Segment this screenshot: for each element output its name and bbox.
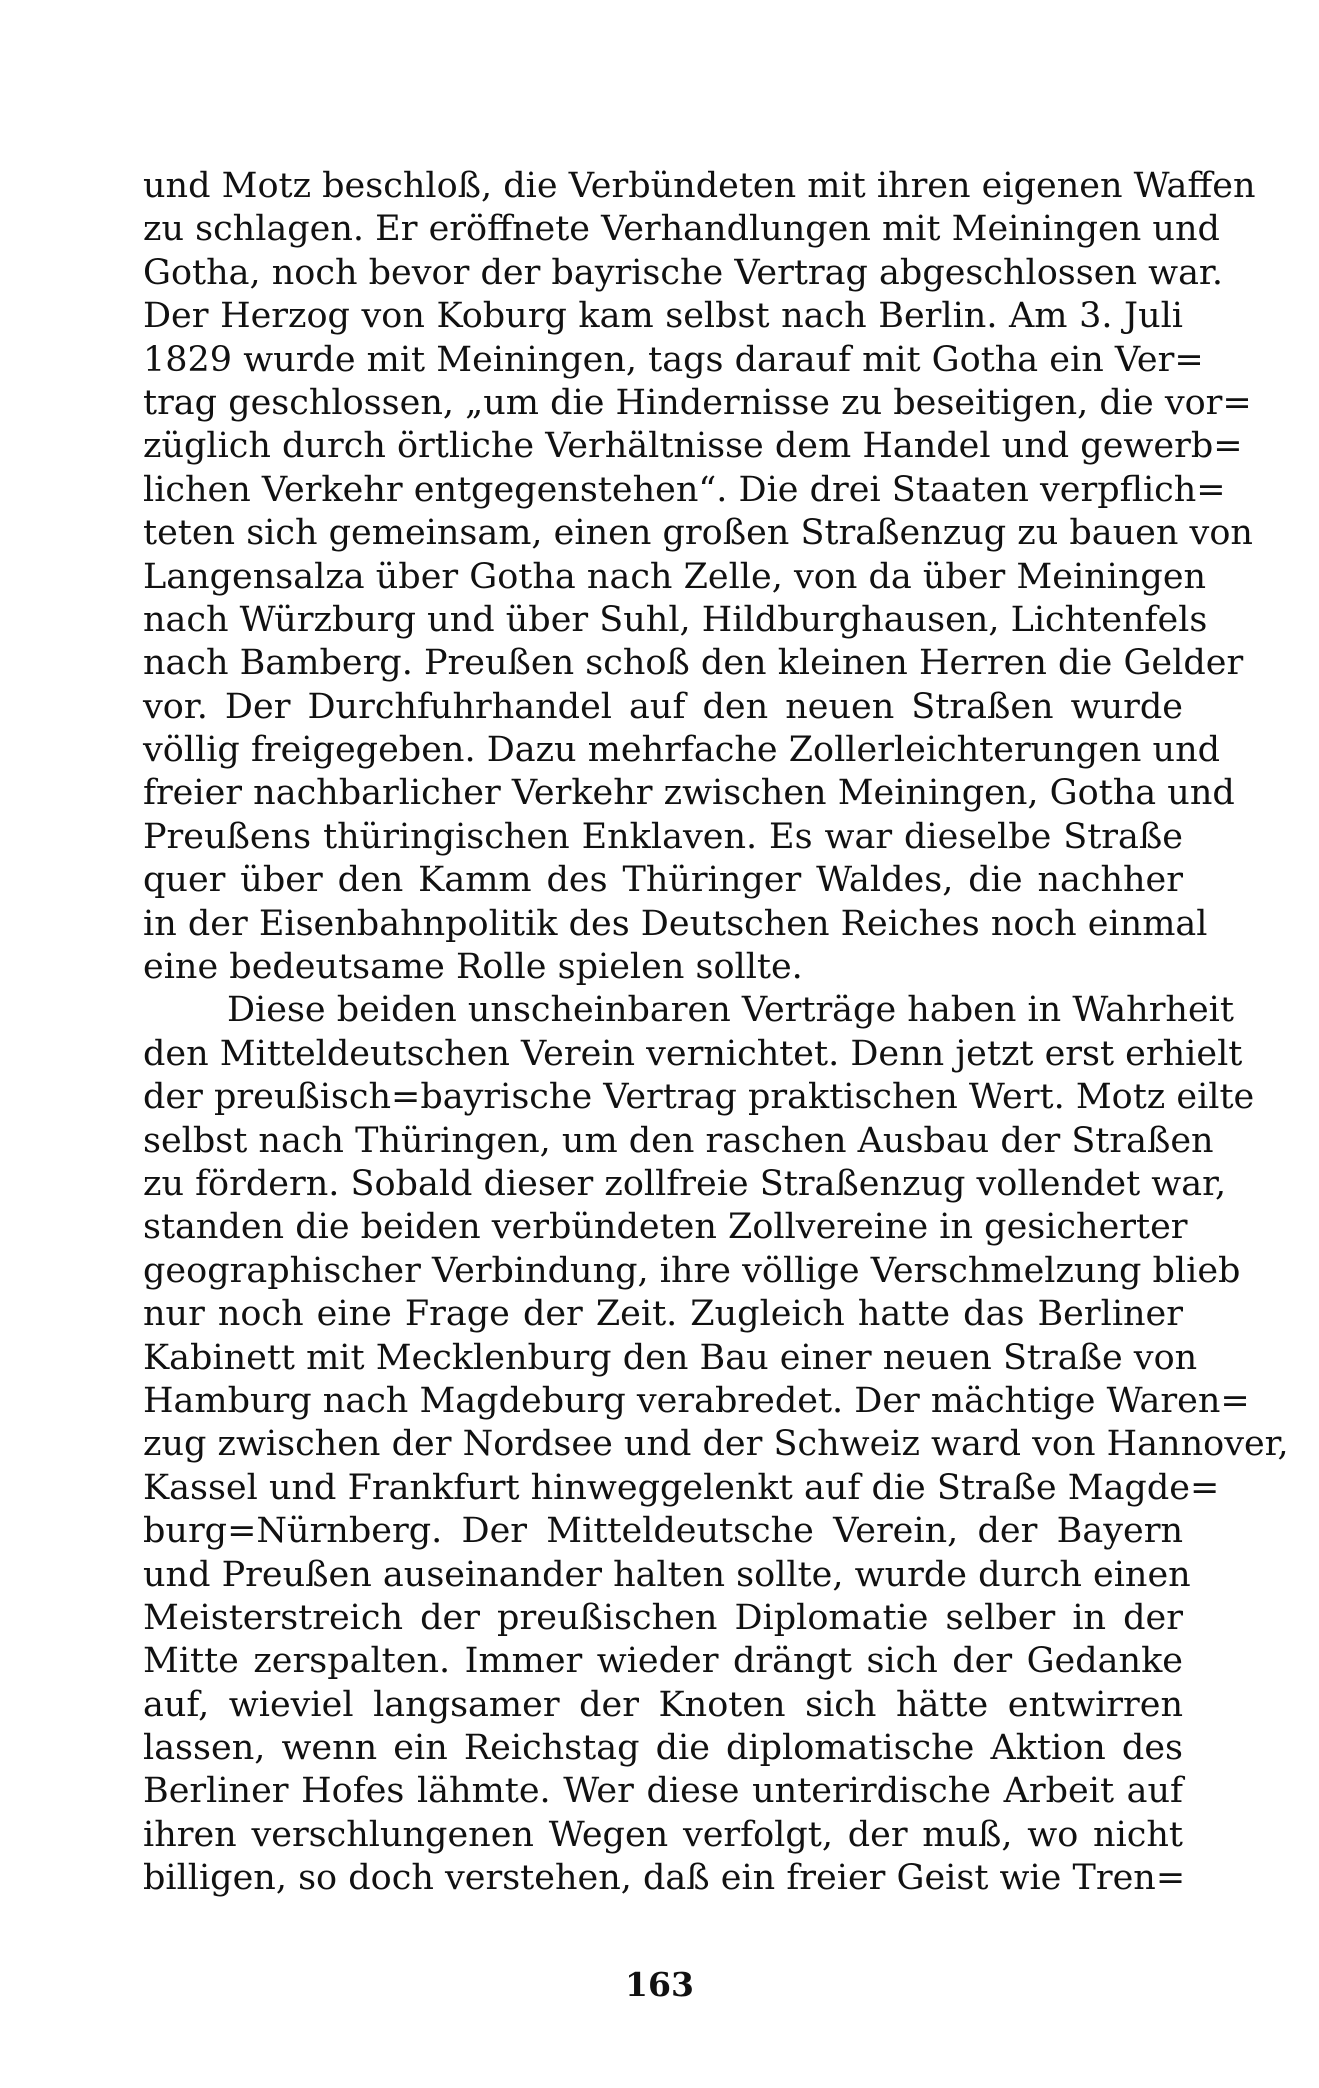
text-line: zug zwischen der Nordsee und der Schweiz ward von Hannover, <box>143 1424 1289 1465</box>
text-line: Berliner Hofes lähmte. Wer diese unterirdische Arbeit auf <box>143 1771 1183 1812</box>
text-line: und Preußen auseinander halten sollte, wurde durch einen <box>143 1554 1191 1595</box>
text-line: Kabinett mit Mecklenburg den Bau einer neuen Straße von <box>143 1337 1198 1378</box>
text-line: nur noch eine Frage der Zeit. Zugleich hatte das Berliner <box>143 1294 1183 1335</box>
paragraph-end-line: eine bedeutsame Rolle spielen sollte. <box>143 947 803 988</box>
text-line: freier nachbarlicher Verkehr zwischen Meiningen, Gotha und <box>143 773 1235 814</box>
text-line: Der Herzog von Koburg kam selbst nach Berlin. Am 3. Juli <box>143 296 1183 337</box>
text-line: standen die beiden verbündeten Zollvereine in gesicherter <box>143 1207 1188 1248</box>
page-number: 163 <box>625 1965 694 2004</box>
text-line: Gotha, noch bevor der bayrische Vertrag abgeschlossen war. <box>143 252 1223 293</box>
text-line: völlig freigegeben. Dazu mehrfache Zollerleichterungen und <box>143 730 1221 771</box>
text-line: in der Eisenbahnpolitik des Deutschen Reiches noch einmal <box>143 903 1208 944</box>
text-line: auf, wieviel langsamer der Knoten sich hätte entwirren <box>143 1684 1183 1725</box>
text-line: Kassel und Frankfurt hinweggelenkt auf die Straße Magde= <box>143 1467 1220 1508</box>
text-line: nach Bamberg. Preußen schoß den kleinen Herren die Gelder <box>143 643 1244 684</box>
text-line: züglich durch örtliche Verhältnisse dem Handel und gewerb= <box>143 426 1243 467</box>
text-line: teten sich gemeinsam, einen großen Straßenzug zu bauen von <box>143 513 1253 554</box>
text-line: zu schlagen. Er eröffnete Verhandlungen mit Meiningen und <box>143 209 1220 250</box>
text-line: der preußisch=bayrische Vertrag praktischen Wert. Motz eilte <box>143 1077 1255 1118</box>
body-text <box>143 165 1289 1901</box>
text-line: zu fördern. Sobald dieser zollfreie Straßenzug vollendet war, <box>143 1163 1227 1204</box>
text-line: ihren verschlungenen Wegen verfolgt, der muß, wo nicht <box>143 1814 1183 1855</box>
text-line: 1829 wurde mit Meiningen, tags darauf mit Gotha ein Ver= <box>143 339 1204 380</box>
text-line: Hamburg nach Magdeburg verabredet. Der mächtige Waren= <box>143 1380 1250 1421</box>
text-line: burg=Nürnberg. Der Mitteldeutsche Verein, der Bayern <box>143 1511 1183 1552</box>
text-line: Langensalza über Gotha nach Zelle, von da über Meiningen <box>143 556 1207 597</box>
text-line: billigen, so doch verstehen, daß ein freier Geist wie Tren= <box>143 1858 1186 1899</box>
text-line: vor. Der Durchfuhrhandel auf den neuen Straßen wurde <box>143 686 1183 727</box>
text-line: Mitte zerspalten. Immer wieder drängt sich der Gedanke <box>143 1641 1183 1682</box>
text-line: geographischer Verbindung, ihre völlige Verschmelzung blieb <box>143 1250 1241 1291</box>
text-line: trag geschlossen, „um die Hindernisse zu beseitigen, die vor= <box>143 382 1252 423</box>
text-line: lassen, wenn ein Reichstag die diplomatische Aktion des <box>143 1728 1183 1769</box>
text-line: Preußens thüringischen Enklaven. Es war dieselbe Straße <box>143 816 1183 857</box>
text-line: nach Würzburg und über Suhl, Hildburghausen, Lichtenfels <box>143 599 1208 640</box>
text-line: quer über den Kamm des Thüringer Waldes, die nachher <box>143 860 1183 901</box>
text-line: und Motz beschloß, die Verbündeten mit ihren eigenen Waffen <box>143 166 1256 206</box>
text-line: lichen Verkehr entgegenstehen“. Die drei Staaten verpflich= <box>143 469 1226 510</box>
text-line: selbst nach Thüringen, um den raschen Ausbau der Straßen <box>143 1120 1214 1161</box>
text-line: den Mitteldeutschen Verein vernichtet. Denn jetzt erst erhielt <box>143 1033 1243 1074</box>
text-line: Meisterstreich der preußischen Diplomatie selber in der <box>143 1597 1183 1638</box>
paragraph-start-line: Diese beiden unscheinbaren Verträge haben in Wahrheit <box>227 990 1234 1031</box>
